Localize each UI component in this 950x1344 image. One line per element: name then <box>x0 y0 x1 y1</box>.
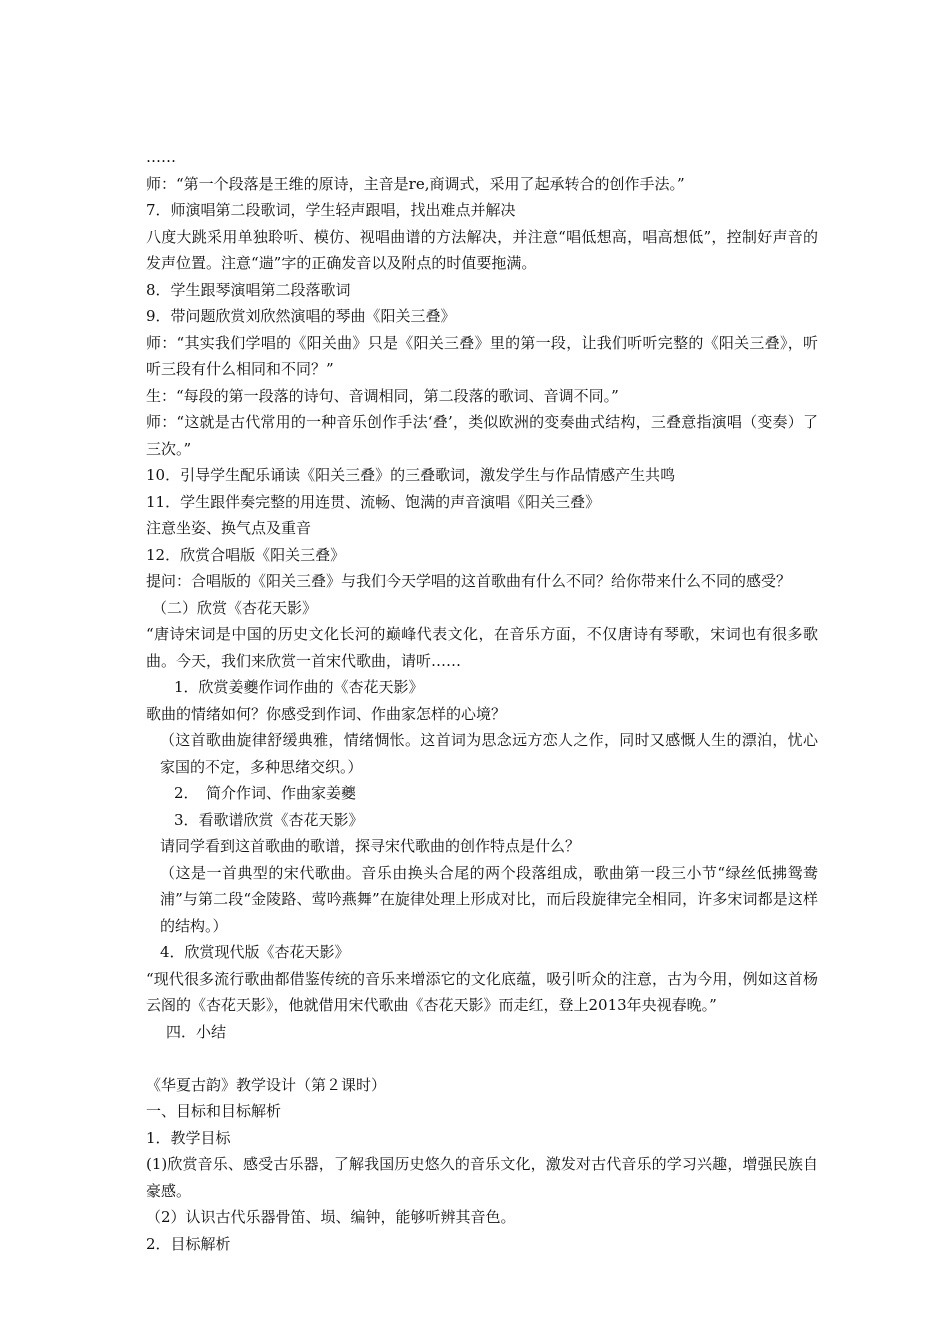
teacher-quote-die: 师：“这就是古代常用的一种音乐创作手法‘叠’，类似欧洲的变奏曲式结构，三叠意指演唱（变奏）了三次。” <box>146 413 818 458</box>
sub-step-1: 1．欣赏姜夔作词作曲的《杏花天影》 <box>174 678 424 696</box>
goal-2: （2）认识古代乐器骨笛、埙、编钟，能够听辨其音色。 <box>146 1208 516 1226</box>
octave-leap-note: 八度大跳采用单独聆听、模仿、视唱曲谱的方法解决，并注意“唱低想高，唱高想低”，控制好声音的发声位置。注意“遄”字的正确发音以及附点的时值要拖满。 <box>146 227 818 272</box>
emotion-answer: （这首歌曲旋律舒缓典雅，情绪惆怅。这首词为思念远方恋人之作，同时又感慨人生的漂泊，忧心家国的不定，多种思绪交织。） <box>160 731 818 776</box>
sub-step-4: 4．欣赏现代版《杏花天影》 <box>160 943 350 961</box>
objectives-heading: 一、目标和目标解析 <box>146 1102 282 1120</box>
step-12: 12．欣赏合唱版《阳关三叠》 <box>146 545 346 564</box>
teacher-quote-yangguan: 师：“其实我们学唱的《阳关曲》只是《阳关三叠》里的第一段，让我们听听完整的《阳关三叠》，听听三段有什么相同和不同？” <box>146 333 818 378</box>
blank-line <box>146 1045 818 1072</box>
step-9: 9．带问题欣赏刘欣然演唱的琴曲《阳关三叠》 <box>146 307 456 325</box>
teacher-quote-first-section: 师：“第一个段落是王维的原诗，主音是re,商调式，采用了起承转合的创作手法。” <box>146 174 685 193</box>
student-quote: 生：“每段的第一段落的诗句、音调相同，第二段落的歌词、音调不同。” <box>146 386 619 405</box>
chorus-question: 提问：合唱版的《阳关三叠》与我们今天学唱的这首歌曲有什么不同？给你带来什么不同的感受？ <box>146 572 792 590</box>
modern-version-quote: “现代很多流行歌曲都借鉴传统的音乐来增添它的文化底蕴，吸引听众的注意，古为今用，例如这首杨云阁的《杏花天影》，他就借用宋代歌曲《杏花天影》而走红，登上2013年央视春晚。” <box>146 969 818 1014</box>
step-8: 8．学生跟琴演唱第二段落歌词 <box>146 280 351 299</box>
step-10: 10．引导学生配乐诵读《阳关三叠》的三叠歌词，激发学生与作品情感产生共鸣 <box>146 466 676 484</box>
lesson-title: 《华夏古韵》教学设计（第２课时） <box>146 1075 387 1094</box>
step-7: 7．师演唱第二段歌词，学生轻声跟唱，找出难点并解决 <box>146 201 516 219</box>
summary-heading: 四．小结 <box>166 1022 227 1041</box>
tang-song-intro: “唐诗宋词是中国的历史文化长河的巅峰代表文化，在音乐方面，不仅唐诗有琴歌，宋词也有很多歌曲。今天，我们来欣赏一首宋代歌曲，请听…… <box>146 625 818 670</box>
sub-step-2: 2． 简介作词、作曲家姜夔 <box>174 784 357 802</box>
document-body <box>146 144 818 1257</box>
emotion-question: 歌曲的情绪如何？你感受到作词、作曲家怎样的心境？ <box>146 704 507 723</box>
section-2-heading: （二）欣赏《杏花天影》 <box>152 598 318 617</box>
step-11: 11．学生跟伴奏完整的用连贯、流畅、饱满的声音演唱《阳关三叠》 <box>146 492 601 511</box>
score-question: 请同学看到这首歌曲的歌谱，探寻宋代歌曲的创作特点是什么？ <box>160 837 581 855</box>
goal-1: (1)欣赏音乐、感受古乐器，了解我国历史悠久的音乐文化，激发对古代音乐的学习兴趣，增强民族自豪感。 <box>146 1155 818 1200</box>
teaching-goals-heading: 1．教学目标 <box>146 1128 231 1147</box>
score-answer: （这是一首典型的宋代歌曲。音乐由换头合尾的两个段落组成，歌曲第一段三小节“绿丝低拂鸳鸯浦”与第二段“金陵路、莺吟燕舞”在旋律处理上形成对比，而后段旋律完全相同，许多宋词都是这样的结构。） <box>160 863 818 935</box>
sub-step-3: 3．看歌谱欣赏《杏花天影》 <box>174 810 364 829</box>
ellipsis-line: …… <box>146 148 176 166</box>
posture-note: 注意坐姿、换气点及重音 <box>146 519 312 537</box>
goal-analysis-heading: 2．目标解析 <box>146 1234 231 1253</box>
